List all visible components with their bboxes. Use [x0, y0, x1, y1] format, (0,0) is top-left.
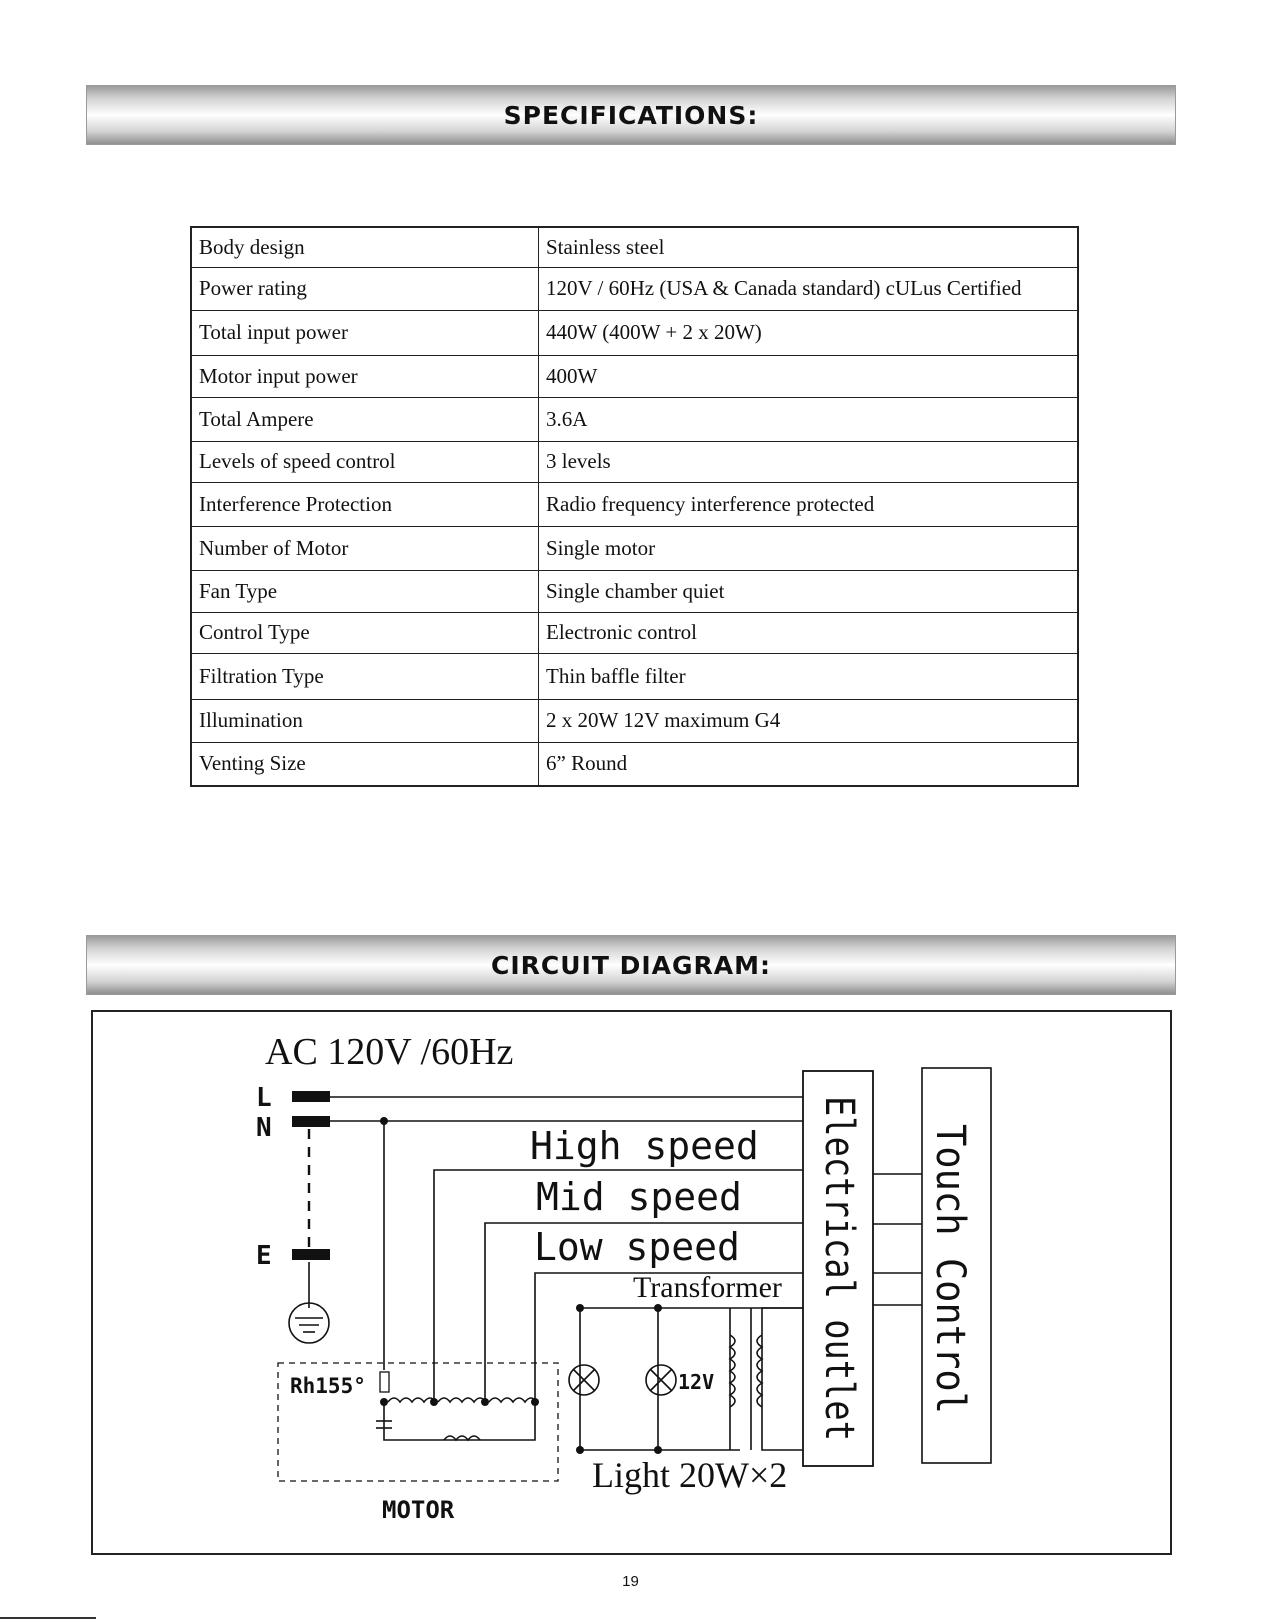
- spec-label: Filtration Type: [191, 653, 539, 699]
- winding-1: [388, 1398, 436, 1402]
- transformer-secondary-coil: [757, 1335, 762, 1407]
- electrical-outlet-label: Electrical outlet: [816, 1096, 862, 1506]
- spec-value: Single chamber quiet: [539, 570, 1079, 612]
- spec-value: 440W (400W + 2 x 20W): [539, 310, 1079, 355]
- page-number: 19: [622, 1573, 639, 1590]
- spec-label: Interference Protection: [191, 482, 539, 526]
- junction-dot: [576, 1446, 584, 1454]
- junction-dot: [481, 1398, 489, 1406]
- winding-2: [438, 1398, 486, 1402]
- spec-value: 400W: [539, 355, 1079, 397]
- thermal-fuse-icon: [380, 1372, 389, 1392]
- spec-value: Stainless steel: [539, 227, 1079, 267]
- circuit-diagram-title: CIRCUIT DIAGRAM:: [490, 950, 771, 980]
- line-label: L: [256, 1083, 272, 1113]
- touch-control-label: Touch Control: [927, 1124, 973, 1438]
- spec-value: 6” Round: [539, 742, 1079, 786]
- spec-value: Radio frequency interference protected: [539, 482, 1079, 526]
- line-terminal-icon: [292, 1091, 330, 1102]
- spec-value: 3 levels: [539, 441, 1079, 482]
- spec-label: Control Type: [191, 612, 539, 653]
- spec-label: Total input power: [191, 310, 539, 355]
- transformer-label: Transformer: [633, 1271, 782, 1304]
- spec-label: Total Ampere: [191, 397, 539, 441]
- spec-label: Number of Motor: [191, 526, 539, 570]
- junction-dot: [576, 1304, 584, 1312]
- junction-dot: [654, 1304, 662, 1312]
- spec-label: Illumination: [191, 699, 539, 742]
- mid-speed-label: Mid speed: [536, 1175, 742, 1219]
- junction-dot: [380, 1398, 388, 1406]
- spec-value: Thin baffle filter: [539, 653, 1079, 699]
- specifications-title: SPECIFICATIONS:: [503, 100, 759, 130]
- transformer-secondary-wire: [762, 1308, 803, 1450]
- junction-dot: [380, 1117, 388, 1125]
- spec-value: 3.6A: [539, 397, 1079, 441]
- junction-dot: [430, 1398, 438, 1406]
- spec-label: Body design: [191, 227, 539, 267]
- neutral-terminal-icon: [292, 1116, 330, 1127]
- spec-label: Motor input power: [191, 355, 539, 397]
- spec-label: Fan Type: [191, 570, 539, 612]
- low-speed-label: Low speed: [534, 1225, 740, 1269]
- spec-value: 2 x 20W 12V maximum G4: [539, 699, 1079, 742]
- motor-label: MOTOR: [382, 1496, 455, 1524]
- winding-3: [489, 1398, 537, 1402]
- spec-value: 120V / 60Hz (USA & Canada standard) cULus Certified: [539, 267, 1079, 310]
- high-speed-label: High speed: [530, 1124, 759, 1168]
- thermal-fuse-label: Rh155°: [290, 1374, 366, 1398]
- lamp-voltage-label: 12V: [678, 1370, 715, 1394]
- spec-value: Electronic control: [539, 612, 1079, 653]
- junction-dot: [654, 1446, 662, 1454]
- junction-dot: [531, 1398, 539, 1406]
- earth-terminal-icon: [292, 1249, 330, 1260]
- spec-value: Single motor: [539, 526, 1079, 570]
- spec-label: Venting Size: [191, 742, 539, 786]
- light-label: Light 20W×2: [592, 1455, 788, 1495]
- ground-icon: [289, 1303, 329, 1343]
- spec-label: Power rating: [191, 267, 539, 310]
- motor-lower-wire: [384, 1402, 535, 1440]
- transformer-primary-coil: [730, 1335, 735, 1407]
- neutral-label: N: [256, 1113, 272, 1143]
- spec-label: Levels of speed control: [191, 441, 539, 482]
- corner-divider: [0, 1617, 96, 1619]
- earth-label: E: [256, 1241, 272, 1271]
- supply-label: AC 120V /60Hz: [265, 1031, 514, 1073]
